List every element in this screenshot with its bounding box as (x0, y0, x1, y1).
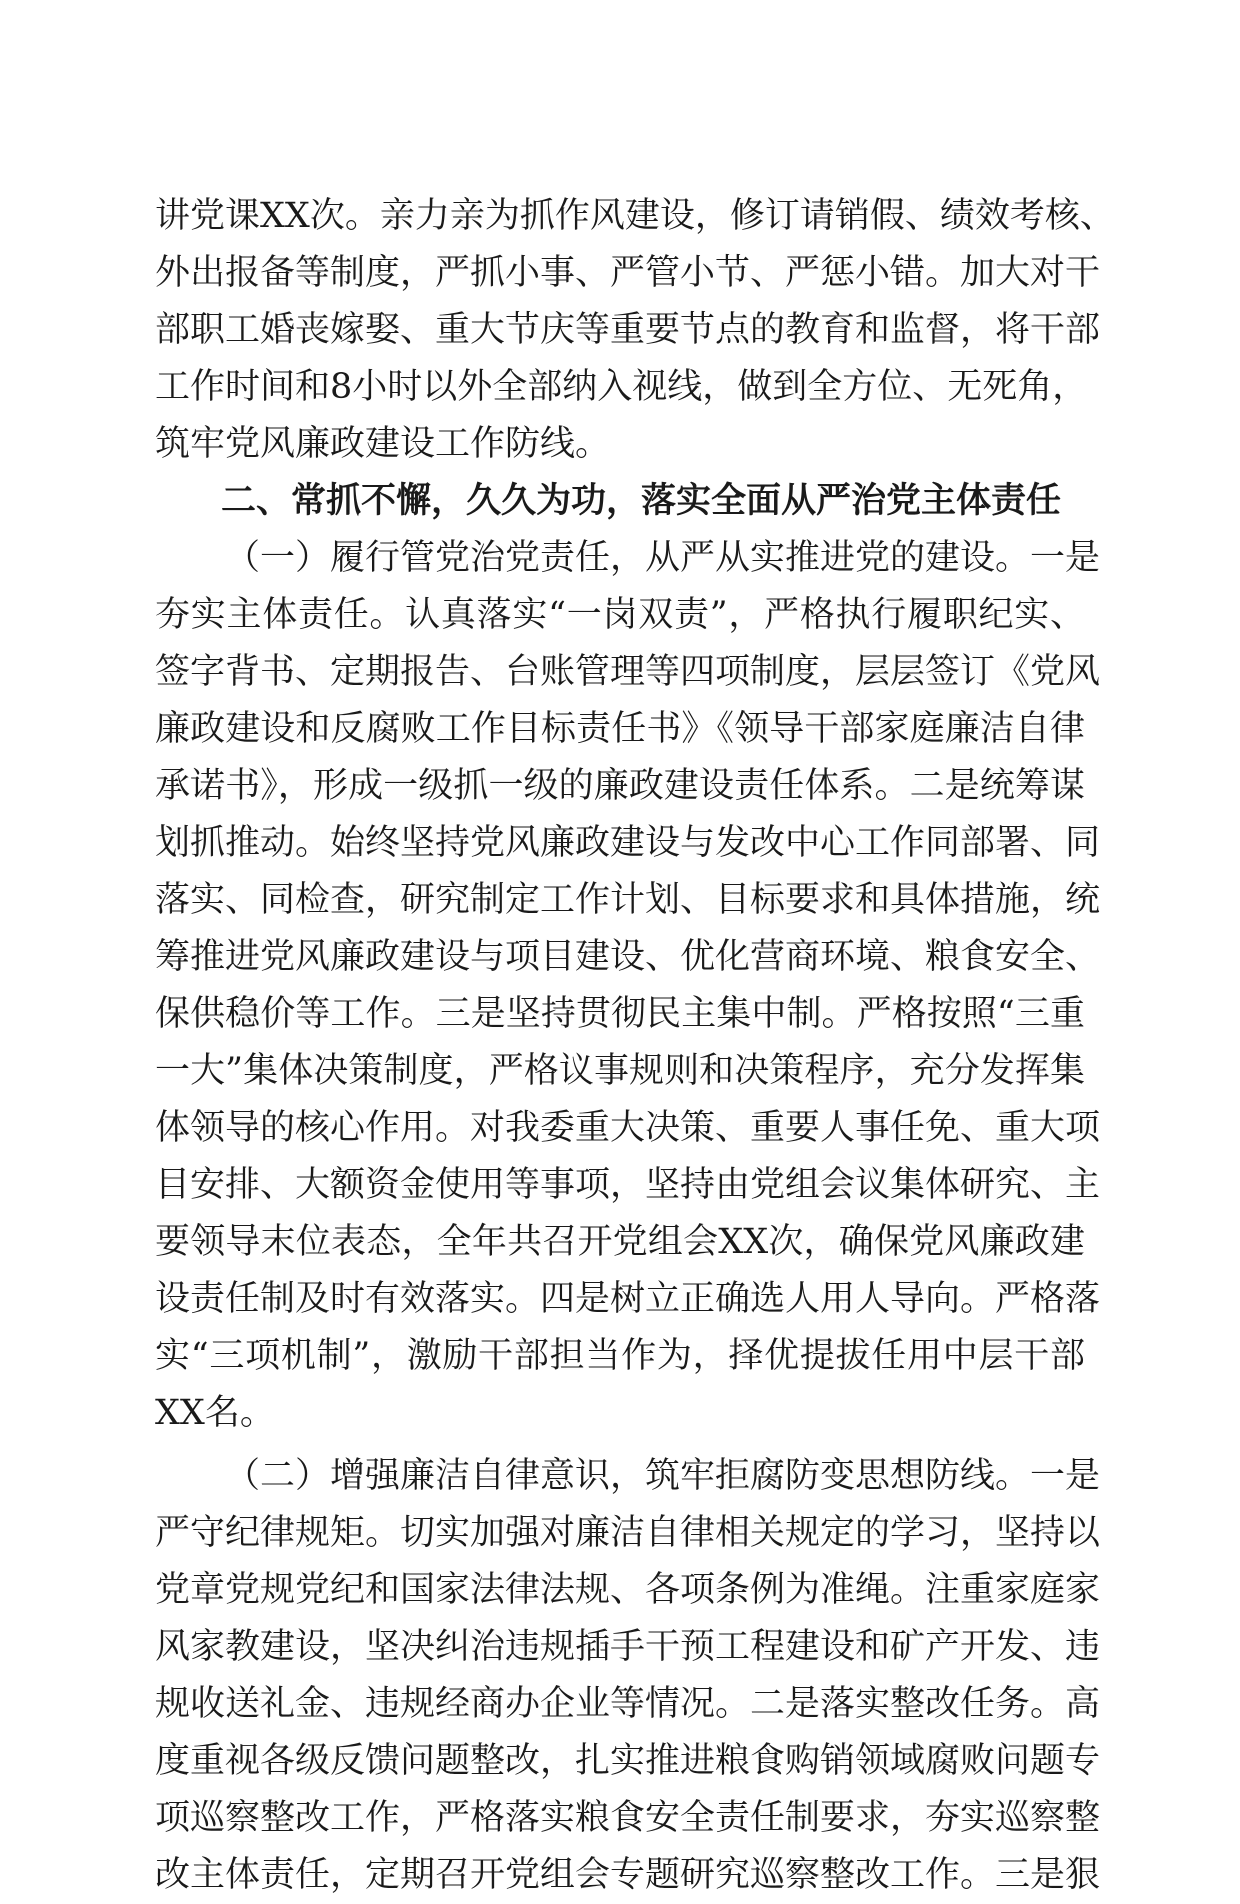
paragraph-1 (155, 530, 1101, 1442)
text-line: 筹推进党风廉政建设与项目建设、优化营商环境、粮食安全、 (155, 937, 1101, 977)
text-line: 要领导末位表态，全年共召开党组会XX次，确保党风廉政建 (155, 1222, 1085, 1262)
text-line: 一大”集体决策制度，严格议事规则和决策程序，充分发挥集 (155, 1051, 1085, 1091)
text-line: 项巡察整改工作，严格落实粮食安全责任制要求，夯实巡察整 (155, 1798, 1101, 1838)
text-line: XX名。 (155, 1393, 275, 1433)
text-line: 党章党规党纪和国家法律法规、各项条例为准绳。注重家庭家 (155, 1570, 1101, 1610)
paragraph-intro (155, 188, 1115, 473)
text-line: 落实、同检查，研究制定工作计划、目标要求和具体措施，统 (155, 880, 1101, 920)
text-line: 夯实主体责任。认真落实“一岗双责”，严格执行履职纪实、 (155, 595, 1085, 635)
text-line: 外出报备等制度，严抓小事、严管小节、严惩小错。加大对干 (155, 253, 1101, 293)
text-line: 划抓推动。始终坚持党风廉政建设与发改中心工作同部署、同 (155, 823, 1101, 863)
text-line: 体领导的核心作用。对我委重大决策、重要人事任免、重大项 (155, 1108, 1101, 1148)
text-line: 实“三项机制”，激励干部担当作为，择优提拔任用中层干部 (155, 1336, 1085, 1376)
section-heading: 二、常抓不懈，久久为功，落实全面从严治党主体责任 (221, 481, 1062, 521)
text-line: 讲党课XX次。亲力亲为抓作风建设，修订请销假、绩效考核、 (155, 196, 1115, 236)
text-line: 承诺书》，形成一级抓一级的廉政建设责任体系。二是统筹谋 (155, 766, 1085, 806)
text-line: 严守纪律规矩。切实加强对廉洁自律相关规定的学习，坚持以 (155, 1513, 1101, 1553)
text-line: （二）增强廉洁自律意识，筑牢拒腐防变思想防线。一是 (225, 1456, 1101, 1496)
text-line: 签字背书、定期报告、台账管理等四项制度，层层签订《党风 (155, 652, 1101, 692)
text-line: 保供稳价等工作。三是坚持贯彻民主集中制。严格按照“三重 (155, 994, 1085, 1034)
text-line: 筑牢党风廉政建设工作防线。 (155, 424, 611, 464)
text-line: 目安排、大额资金使用等事项，坚持由党组会议集体研究、主 (155, 1165, 1101, 1205)
document-page (155, 188, 1115, 1904)
text-line: 廉政建设和反腐败工作目标责任书》《领导干部家庭廉洁自律 (155, 709, 1085, 749)
text-line: 改主体责任，定期召开党组会专题研究巡察整改工作。三是狠 (155, 1855, 1101, 1895)
text-line: 工作时间和8小时以外全部纳入视线，做到全方位、无死角， (155, 367, 1088, 407)
paragraph-2 (155, 1448, 1101, 1904)
text-line: 设责任制及时有效落实。四是树立正确选人用人导向。严格落 (155, 1279, 1101, 1319)
text-line: 规收送礼金、违规经商办企业等情况。二是落实整改任务。高 (155, 1684, 1101, 1724)
text-line: 风家教建设，坚决纠治违规插手干预工程建设和矿产开发、违 (155, 1627, 1101, 1667)
text-line: 部职工婚丧嫁娶、重大节庆等重要节点的教育和监督，将干部 (155, 310, 1101, 350)
text-line: （一）履行管党治党责任，从严从实推进党的建设。一是 (225, 538, 1101, 578)
text-line: 度重视各级反馈问题整改，扎实推进粮食购销领域腐败问题专 (155, 1741, 1101, 1781)
